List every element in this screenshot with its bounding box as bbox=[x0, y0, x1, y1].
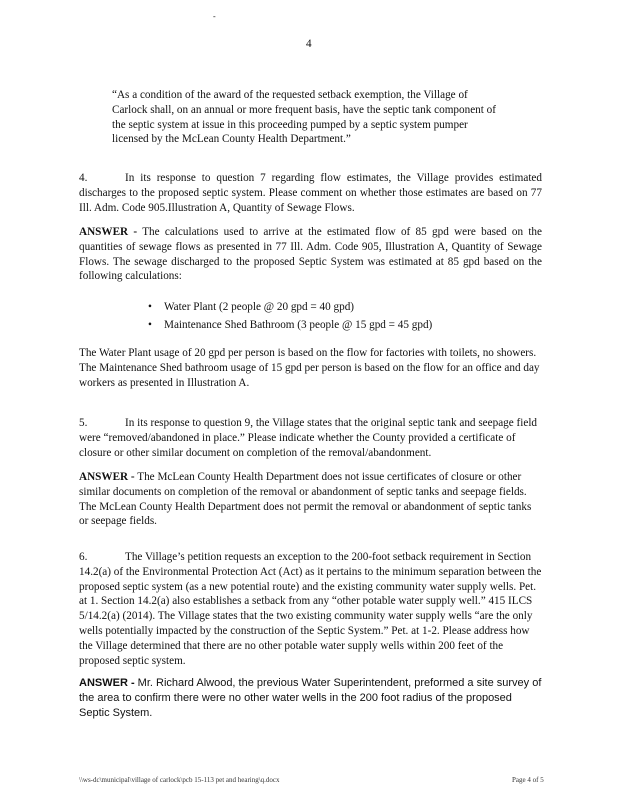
answer-4-followup: The Water Plant usage of 20 gpd per person is based on the flow for factories with toilets, no showers. The Maintenance Shed bathroom usage of 15 gpd per person is based on the flow for an office and day workers as presented in Illustration A. bbox=[79, 347, 540, 389]
answer-6 bbox=[79, 676, 542, 720]
answer-label: ANSWER - bbox=[79, 471, 135, 483]
answer-text: Mr. Richard Alwood, the previous Water Superintendent, preformed a site survey of the area to confirm there were no other water wells in the 200 foot radius of the proposed Septic System. bbox=[79, 677, 542, 719]
question-number: 4. bbox=[79, 172, 88, 184]
header-mark: - bbox=[213, 12, 216, 21]
question-5 bbox=[79, 416, 542, 460]
question-text: The Village’s petition requests an exception to the 200-foot setback requirement in Section 14.2(a) of the Environmental Protection Act (Act) as it pertains to the minimum separation between the proposed septic system (as a new potential route) and the existing community water supply wells. Pet. at 1. Section 14.2(a) also establishes a setback from any “other potable water supply well.” 415 ILCS 5/14.2(a) (2014). The Village states that the two existing community water supply wells “are the only wells potentially impacted by the construction of the Septic System.” Pet. at 1-2. Please address how the Village determined that there are no other potable water supply wells within 200 feet of the proposed septic system. bbox=[79, 551, 542, 667]
quoted-condition: “As a condition of the award of the requested setback exemption, the Village of Carlock shall, on an annual or more frequent basis, have the septic tank component of the septic system at issue in this proceeding pumped by a septic system pumper licensed by the McLean County Health Department.” bbox=[112, 89, 496, 146]
question-number: 6. bbox=[79, 551, 88, 563]
answer-text: The McLean County Health Department does not issue certificates of closure or other similar documents on completion of the removal or abandonment of septic tanks and seepage fields. The McLean County Health Department does not permit the removal or abandonment of septic tanks or seepage fields. bbox=[79, 471, 532, 528]
answer-4 bbox=[79, 225, 542, 284]
answer-5 bbox=[79, 470, 542, 529]
footer-page-indicator: Page 4 of 5 bbox=[512, 776, 544, 784]
question-number: 5. bbox=[79, 417, 88, 429]
page-number: 4 bbox=[306, 38, 312, 50]
question-6 bbox=[79, 550, 542, 668]
question-text: In its response to question 7 regarding flow estimates, the Village provides estimated discharges to the proposed septic system. Please comment on whether those estimates are based on 77 Ill. Adm. Code 905.Illustration A, Quantity of Sewage Flows. bbox=[79, 172, 542, 214]
question-4 bbox=[79, 171, 542, 215]
answer-label: ANSWER - bbox=[79, 226, 138, 238]
list-item: • Water Plant (2 people @ 20 gpd = 40 gpd) bbox=[148, 301, 355, 313]
list-item: • Maintenance Shed Bathroom (3 people @ 15 gpd = 45 gpd) bbox=[148, 319, 433, 331]
answer-text: The calculations used to arrive at the estimated flow of 85 gpd were based on the quantities of sewage flows as presented in 77 Ill. Adm. Code 905, Illustration A, Quantity of Sewage Flows. The sewage discharged to the proposed Septic System was estimated at 85 gpd based on the following calculations: bbox=[79, 226, 542, 283]
calculation-list bbox=[148, 300, 524, 336]
question-text: In its response to question 9, the Village states that the original septic tank and seepage field were “removed/abandoned in place.” Please indicate whether the County provided a certificate of closure or other similar document on completion of the removal/abandonment. bbox=[79, 417, 538, 459]
answer-label: ANSWER - bbox=[79, 677, 135, 689]
footer-file-path: \\ws-dc\municipal\village of carlock\pcb 15-113 pet and hearing\q.docx bbox=[79, 776, 280, 784]
